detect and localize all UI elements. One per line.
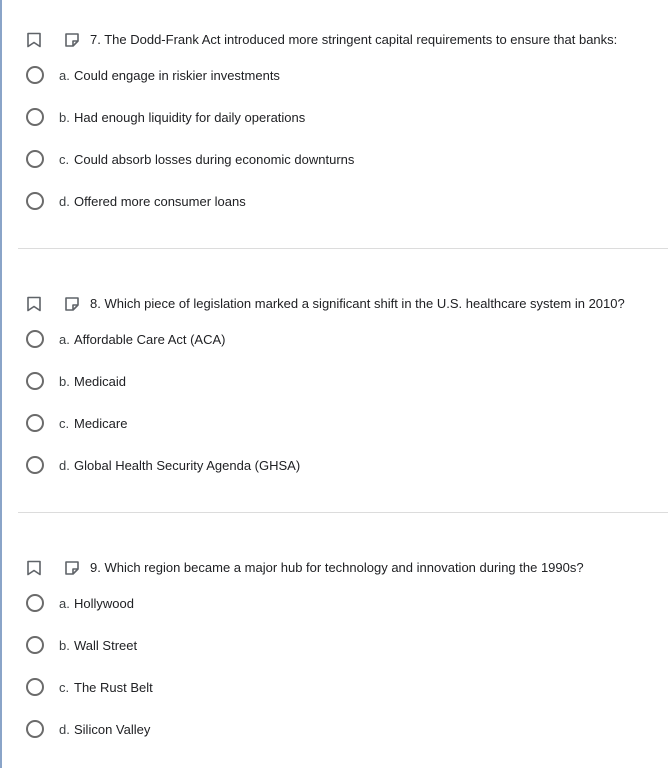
question-divider bbox=[18, 248, 668, 249]
flag-question-icon[interactable] bbox=[26, 32, 42, 48]
option-letter: b. bbox=[59, 374, 70, 389]
option-letter: c. bbox=[59, 680, 70, 695]
option-a[interactable] bbox=[2, 593, 402, 615]
option-text: Medicare bbox=[74, 416, 128, 431]
radio-button[interactable] bbox=[26, 414, 44, 432]
note-icon[interactable] bbox=[64, 296, 82, 312]
option-letter: c. bbox=[59, 416, 70, 431]
option-d[interactable] bbox=[2, 191, 402, 213]
option-letter: c. bbox=[59, 152, 70, 167]
question-header bbox=[2, 557, 668, 579]
option-letter: d. bbox=[59, 194, 70, 209]
option-text: The Rust Belt bbox=[74, 680, 153, 695]
flag-question-icon[interactable] bbox=[26, 560, 42, 576]
option-letter: b. bbox=[59, 110, 70, 125]
option-text: Silicon Valley bbox=[74, 722, 151, 737]
question-divider bbox=[18, 512, 668, 513]
option-letter: b. bbox=[59, 638, 70, 653]
option-b[interactable] bbox=[2, 635, 402, 657]
option-a[interactable] bbox=[2, 65, 402, 87]
option-b[interactable] bbox=[2, 371, 402, 393]
radio-button[interactable] bbox=[26, 330, 44, 348]
question-header bbox=[2, 293, 668, 315]
radio-button[interactable] bbox=[26, 150, 44, 168]
option-d[interactable] bbox=[2, 719, 402, 741]
option-letter: d. bbox=[59, 458, 70, 473]
radio-button[interactable] bbox=[26, 636, 44, 654]
option-letter: a. bbox=[59, 68, 70, 83]
radio-button[interactable] bbox=[26, 66, 44, 84]
option-text: Wall Street bbox=[74, 638, 138, 653]
question-text: 8. Which piece of legislation marked a significant shift in the U.S. healthcare system in 2010? bbox=[90, 296, 625, 311]
option-a[interactable] bbox=[2, 329, 402, 351]
option-letter: a. bbox=[59, 596, 70, 611]
option-text: Had enough liquidity for daily operations bbox=[74, 110, 306, 125]
option-c[interactable] bbox=[2, 677, 402, 699]
option-c[interactable] bbox=[2, 413, 402, 435]
radio-button[interactable] bbox=[26, 594, 44, 612]
option-text: Hollywood bbox=[74, 596, 134, 611]
radio-button[interactable] bbox=[26, 108, 44, 126]
option-text: Global Health Security Agenda (GHSA) bbox=[74, 458, 301, 473]
option-text: Could engage in riskier investments bbox=[74, 68, 280, 83]
flag-question-icon[interactable] bbox=[26, 296, 42, 312]
radio-button[interactable] bbox=[26, 720, 44, 738]
option-text: Medicaid bbox=[74, 374, 127, 389]
radio-button[interactable] bbox=[26, 372, 44, 390]
note-icon[interactable] bbox=[64, 560, 82, 576]
option-text: Offered more consumer loans bbox=[74, 194, 246, 209]
question-text: 9. Which region became a major hub for technology and innovation during the 1990s? bbox=[90, 560, 584, 575]
option-text: Could absorb losses during economic downturns bbox=[74, 152, 355, 167]
option-c[interactable] bbox=[2, 149, 402, 171]
option-letter: d. bbox=[59, 722, 70, 737]
radio-button[interactable] bbox=[26, 678, 44, 696]
option-d[interactable] bbox=[2, 455, 402, 477]
radio-button[interactable] bbox=[26, 192, 44, 210]
radio-button[interactable] bbox=[26, 456, 44, 474]
question-text: 7. The Dodd-Frank Act introduced more stringent capital requirements to ensure that banks: bbox=[90, 32, 618, 47]
question-header bbox=[2, 29, 668, 51]
option-letter: a. bbox=[59, 332, 70, 347]
option-text: Affordable Care Act (ACA) bbox=[74, 332, 226, 347]
note-icon[interactable] bbox=[64, 32, 82, 48]
option-b[interactable] bbox=[2, 107, 402, 129]
